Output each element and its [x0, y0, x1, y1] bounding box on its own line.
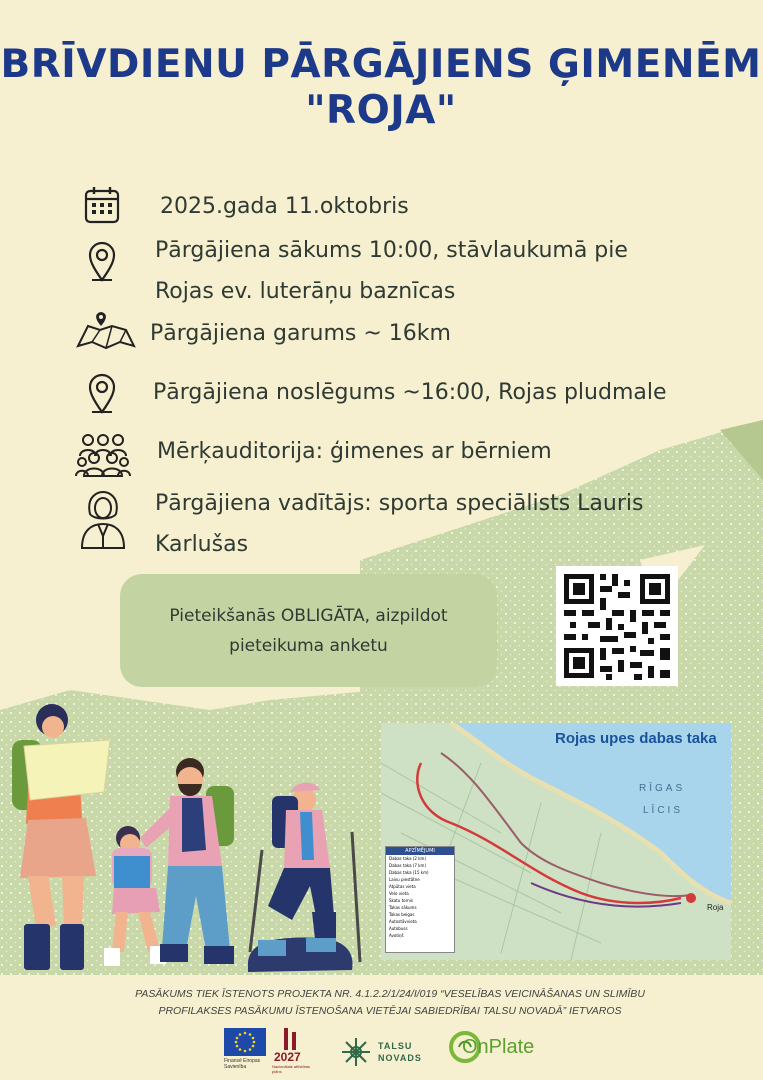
- footer-line-2: PROFILAKSES PASĀKUMU ĪSTENOŠANA VIETĒJAI SABIEDRĪBAI TALSU NOVADĀ” IETVAROS: [158, 1005, 622, 1017]
- woman-hiker: [12, 704, 110, 970]
- event-start: [155, 232, 628, 311]
- eu-logo: [224, 1028, 266, 1056]
- legend-item: Dabas taka (7 km): [389, 863, 427, 868]
- legend-item: Avotiņš: [389, 933, 404, 938]
- plan-year: 2027: [274, 1050, 301, 1064]
- talsu-novads-logo: [378, 1040, 422, 1064]
- snowflake-icon: [340, 1036, 372, 1068]
- onplate-logo-text: OnPlate: [462, 1036, 535, 1058]
- legend-item: Takas sākums: [389, 905, 417, 910]
- pole-hiker: [250, 783, 360, 962]
- event-leader-line-1: Pārgājiena vadītājs: sporta speciālists Lauris: [155, 491, 644, 516]
- map-icon: [74, 310, 138, 352]
- legend-item: Autobuss: [389, 926, 408, 931]
- event-leader-line-2: Karlušas: [155, 532, 249, 557]
- project-footer: [60, 986, 720, 1020]
- eu-stars-icon: [224, 1028, 266, 1056]
- event-leader: [155, 485, 643, 564]
- event-start-line-2: Rojas ev. luterāņu baznīcas: [155, 279, 456, 304]
- title-line-2: "ROJA": [305, 88, 457, 133]
- qr-code[interactable]: [556, 566, 678, 686]
- legend-item: Dabas taka (15 km): [389, 870, 429, 875]
- legend-item: Autostāvvieta: [389, 919, 417, 924]
- legend-item: Takas beigas: [389, 912, 415, 917]
- person-icon: [80, 490, 126, 550]
- registration-line-2: pieteikuma anketu: [229, 635, 388, 656]
- sea-label-line-2: LĪCIS: [643, 805, 684, 816]
- calendar-icon: [84, 186, 120, 224]
- child-hiker: [104, 826, 166, 966]
- registration-line-1: Pieteikšanās OBLIGĀTA, aizpildot: [169, 605, 448, 626]
- location-pin-icon: [86, 240, 118, 282]
- event-start-line-1: Pārgājiena sākums 10:00, stāvlaukumā pie: [155, 238, 628, 263]
- legend-item: Dabas taka (2 km): [389, 856, 427, 861]
- location-pin-icon: [86, 372, 118, 414]
- title-line-1: BRĪVDIENU PĀRGĀJIENS ĢIMENĒM: [0, 42, 762, 87]
- sea-label-line-1: RĪGAS: [639, 783, 686, 794]
- group-icon: [74, 432, 132, 478]
- map-town-label: Roja: [707, 903, 724, 912]
- event-length: Pārgājiena garums ~ 16km: [150, 321, 451, 346]
- trail-map[interactable]: [381, 723, 731, 960]
- talsu-line-1: TALSU: [378, 1041, 413, 1051]
- talsu-line-2: NOVADS: [378, 1053, 422, 1063]
- plan-logo-icon: [280, 1028, 302, 1052]
- footer-line-1: PASĀKUMS TIEK ĪSTENOTS PROJEKTA NR. 4.1.2.2/1/24/I/019 “VESELĪBAS VEICINĀŠANAS UN SLIMĪBU: [135, 988, 645, 1000]
- hikers-illustration: [0, 700, 380, 980]
- event-date: 2025.gada 11.oktobris: [160, 194, 409, 219]
- registration-box[interactable]: [120, 574, 497, 687]
- map-legend: [385, 846, 455, 953]
- map-legend-title: APZĪMĒJUMI: [386, 847, 454, 855]
- legend-item: Velo vieta: [389, 891, 409, 896]
- eu-caption: Finansē Eiropas Savienība: [224, 1058, 261, 1070]
- legend-item: Atpūtas vieta: [389, 884, 416, 889]
- qr-code-icon: [556, 566, 678, 686]
- legend-item: Laivu piestātne: [389, 877, 420, 882]
- event-end: Pārgājiena noslēgums ~16:00, Rojas pludmale: [153, 380, 667, 405]
- map-title: Rojas upes dabas taka: [555, 730, 717, 747]
- event-audience: Mērķauditorija: ģimenes ar bērniem: [157, 439, 552, 464]
- page-title: [0, 42, 763, 134]
- plan-caption: Nacionālais attīstības plāns: [272, 1064, 311, 1074]
- registration-text: [169, 601, 447, 661]
- legend-item: Skatu tornis: [389, 898, 413, 903]
